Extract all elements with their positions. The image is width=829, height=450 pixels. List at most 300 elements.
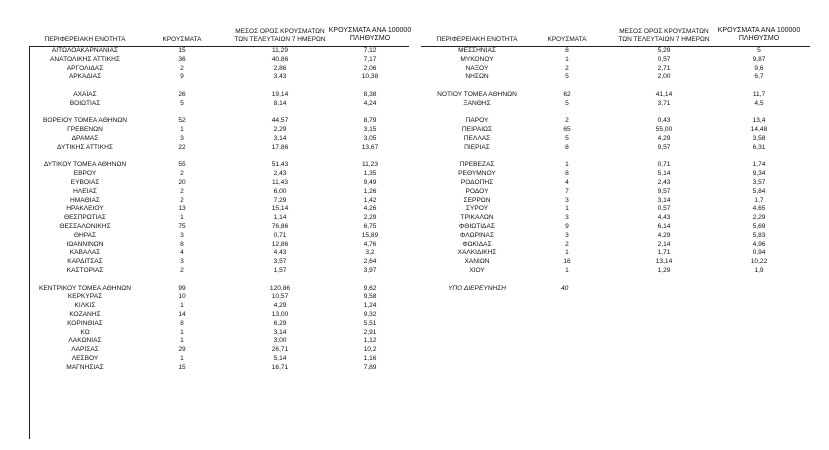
table-row	[29, 311, 409, 320]
table-row	[29, 293, 409, 302]
per100k-cell: 1,7	[754, 196, 764, 204]
cases-cell: 5	[565, 134, 569, 142]
cases-cell: 2	[180, 64, 184, 72]
spacer-row	[421, 276, 810, 285]
header-region: ΠΕΡΙΦΕΡΕΙΑΚΗ ΕΝΟΤΗΤΑ	[44, 35, 126, 43]
avg-cell: 7,29	[273, 196, 287, 204]
cases-cell: 1	[180, 328, 184, 336]
table-row	[29, 47, 409, 56]
region-cell: ΝΟΤΙΟΥ ΤΟΜΕΑ ΑΘΗΝΩΝ	[437, 90, 517, 98]
table-row	[421, 232, 810, 241]
cases-cell: 3	[180, 231, 184, 239]
region-cell: ΞΑΝΘΗΣ	[463, 99, 491, 107]
per100k-cell: 5,51	[363, 319, 377, 327]
table-row	[29, 214, 409, 223]
spacer-row	[421, 109, 810, 118]
per100k-cell: 1,9	[754, 266, 764, 274]
avg-cell: 51,43	[271, 161, 289, 169]
avg-cell: 76,86	[271, 222, 289, 230]
table-row	[29, 100, 409, 109]
avg-cell: 3,43	[273, 73, 287, 81]
avg-cell: 10,57	[271, 293, 289, 301]
table-row	[29, 364, 409, 373]
table-row	[29, 91, 409, 100]
per100k-cell: 3,57	[752, 178, 766, 186]
spacer-row	[29, 109, 409, 118]
per100k-cell: 3,2	[365, 249, 375, 257]
cases-cell: 16	[563, 258, 571, 266]
avg-cell: 0,57	[657, 205, 671, 213]
per100k-cell: 1,35	[363, 170, 377, 178]
avg-cell: 2,14	[657, 240, 671, 248]
avg-cell: 2,29	[273, 126, 287, 134]
header-region: ΠΕΡΙΦΕΡΕΙΑΚΗ ΕΝΟΤΗΤΑ	[436, 35, 518, 43]
cases-cell: 5	[180, 99, 184, 107]
region-cell: ΧΙΟΥ	[469, 266, 485, 274]
table-row	[29, 337, 409, 346]
avg-cell: 0,71	[273, 231, 287, 239]
cases-cell: 1	[180, 214, 184, 222]
table-row	[421, 214, 810, 223]
region-cell: ΘΗΡΑΣ	[73, 231, 97, 239]
region-cell: ΚΑΡΔΙΤΣΑΣ	[67, 258, 103, 266]
region-cell: ΕΒΡΟΥ	[73, 170, 97, 178]
region-cell: ΝΑΞΟΥ	[465, 64, 489, 72]
table-row	[29, 170, 409, 179]
left-table-header	[29, 22, 412, 47]
per100k-cell: 8,79	[363, 117, 377, 125]
spacer-row	[29, 276, 409, 285]
avg-cell: 13,00	[271, 310, 289, 318]
table-row	[29, 135, 409, 144]
per100k-cell: 1,12	[363, 337, 377, 345]
per100k-cell: 1,74	[752, 161, 766, 169]
per100k-cell: 2,06	[363, 64, 377, 72]
per100k-cell: 10,22	[750, 258, 768, 266]
avg-cell: 15,14	[271, 205, 289, 213]
spacer-row	[421, 82, 810, 91]
region-cell: ΛΕΣΒΟΥ	[71, 354, 99, 362]
region-cell: ΚΟΡΙΝΘΙΑΣ	[67, 319, 103, 327]
avg-cell: 9,57	[657, 143, 671, 151]
region-cell: ΤΡΙΚΑΛΩΝ	[460, 214, 494, 222]
cases-cell: 14	[178, 310, 186, 318]
cases-cell: 8	[565, 47, 569, 54]
per100k-cell: 9,32	[363, 310, 377, 318]
avg-cell: 3,71	[657, 99, 671, 107]
avg-cell: 1,29	[657, 266, 671, 274]
per100k-cell: 9,34	[752, 170, 766, 178]
avg-cell: 9,57	[657, 187, 671, 195]
cases-cell: 1	[565, 249, 569, 257]
region-cell: ΥΠΟ ΔΙΕΡΕΥΝΗΣΗ	[448, 284, 506, 292]
right-table-header	[421, 22, 810, 47]
cases-cell: 2	[565, 240, 569, 248]
cases-cell: 5	[565, 99, 569, 107]
table-row	[29, 302, 409, 311]
avg-cell: 6,00	[273, 187, 287, 195]
per100k-cell: 0,94	[752, 249, 766, 257]
region-cell: ΣΕΡΡΩΝ	[463, 196, 491, 204]
spacer-row	[421, 153, 810, 162]
table-row	[29, 329, 409, 338]
avg-cell: 1,71	[657, 249, 671, 257]
avg-cell: 4,29	[657, 134, 671, 142]
cases-cell: 15	[178, 47, 186, 54]
per100k-cell: 4,96	[752, 240, 766, 248]
table-row	[421, 135, 810, 144]
avg-cell: 5,14	[657, 170, 671, 178]
per100k-cell: 2,29	[363, 214, 377, 222]
region-cell: ΔΥΤΙΚΗΣ ΑΤΤΙΚΗΣ	[57, 143, 113, 151]
region-cell: ΚΕΝΤΡΙΚΟΥ ΤΟΜΕΑ ΑΘΗΝΩΝ	[39, 284, 131, 292]
table-row	[29, 144, 409, 153]
per100k-cell: 3,05	[363, 134, 377, 142]
cases-cell: 3	[180, 258, 184, 266]
region-cell: ΑΝΑΤΟΛΙΚΗΣ ΑΤΤΙΚΗΣ	[50, 55, 120, 63]
region-cell: ΗΛΕΙΑΣ	[73, 187, 97, 195]
table-row	[421, 241, 810, 250]
per100k-cell: 3,15	[363, 126, 377, 134]
cases-cell: 26	[178, 90, 186, 98]
cases-cell: 1	[180, 126, 184, 134]
cases-cell: 75	[178, 222, 186, 230]
avg-cell: 4,29	[273, 302, 287, 310]
table-row	[29, 161, 409, 170]
per100k-cell: 9,87	[752, 55, 766, 63]
avg-cell: 11,29	[271, 47, 288, 54]
cases-cell: 1	[565, 161, 569, 169]
per100k-cell: 1,26	[363, 187, 377, 195]
region-cell: ΠΙΕΡΙΑΣ	[464, 143, 490, 151]
avg-cell: 16,71	[271, 363, 289, 371]
region-cell: ΛΑΡΙΣΑΣ	[71, 346, 99, 354]
avg-cell: 3,14	[273, 134, 287, 142]
region-cell: ΒΟΡΕΙΟΥ ΤΟΜΕΑ ΑΘΗΝΩΝ	[42, 117, 128, 125]
region-cell: ΑΡΓΟΛΙΔΑΣ	[66, 64, 104, 72]
cases-cell: 5	[565, 73, 569, 81]
cases-cell: 55	[178, 161, 186, 169]
table-row	[29, 232, 409, 241]
region-cell: ΙΩΑΝΝΙΝΩΝ	[66, 240, 104, 248]
per100k-cell: 2,29	[752, 214, 766, 222]
per100k-cell: 11,23	[361, 161, 378, 169]
cases-cell: 9	[565, 222, 569, 230]
cases-cell: 3	[180, 134, 184, 142]
avg-cell: 0,71	[657, 161, 671, 169]
table-row	[29, 73, 409, 82]
avg-cell: 12,86	[271, 240, 289, 248]
cases-cell: 13	[178, 205, 186, 213]
cases-cell: 99	[178, 284, 186, 292]
table-row	[421, 197, 810, 206]
avg-cell: 2,43	[273, 170, 287, 178]
avg-cell: 3,14	[657, 196, 671, 204]
cases-cell: 4	[565, 178, 569, 186]
avg-cell: 17,86	[271, 143, 289, 151]
right-table-body	[421, 47, 810, 293]
avg-cell: 41,14	[655, 90, 673, 98]
region-cell: ΓΡΕΒΕΝΩΝ	[67, 126, 103, 134]
avg-cell: 2,00	[657, 73, 671, 81]
table-row	[421, 56, 810, 65]
table-row	[29, 258, 409, 267]
avg-cell: 13,14	[655, 258, 673, 266]
avg-cell: 55,00	[655, 126, 673, 134]
per100k-cell: 8,38	[363, 90, 377, 98]
cases-cell: 2	[565, 64, 569, 72]
region-cell: ΦΛΩΡΙΝΑΣ	[459, 231, 495, 239]
per100k-cell: 1,42	[363, 196, 377, 204]
region-cell: ΚΟΖΑΝΗΣ	[69, 310, 101, 318]
per100k-cell: 2,91	[363, 328, 377, 336]
per100k-cell: 4,26	[363, 205, 377, 213]
cases-cell: 3	[565, 196, 569, 204]
table-row	[29, 205, 409, 214]
per100k-cell: 7,12	[363, 47, 377, 54]
region-cell: ΑΡΚΑΔΙΑΣ	[68, 73, 102, 81]
region-cell: ΡΟΔΟΥ	[465, 187, 489, 195]
cases-cell: 15	[178, 363, 186, 371]
left-table-border	[29, 47, 30, 439]
avg-cell: 6,14	[657, 222, 671, 230]
region-cell: ΔΡΑΜΑΣ	[71, 134, 99, 142]
per100k-cell: 3,58	[752, 134, 766, 142]
region-cell: ΑΙΤΩΛΟΑΚΑΡΝΑΝΙΑΣ	[51, 47, 119, 54]
region-cell: ΗΡΑΚΛΕΙΟΥ	[66, 205, 104, 213]
cases-cell: 4	[180, 249, 184, 257]
avg-cell: 2,71	[657, 64, 671, 72]
cases-cell: 1	[565, 266, 569, 274]
avg-cell: 1,14	[273, 214, 287, 222]
avg-cell: 5,29	[657, 47, 671, 54]
cases-cell: 3	[565, 231, 569, 239]
per100k-cell: 1,24	[363, 302, 377, 310]
region-cell: ΜΕΣΣΗΝΙΑΣ	[458, 47, 496, 54]
region-cell: ΘΕΣΠΡΩΤΙΑΣ	[63, 214, 107, 222]
cases-cell: 2	[180, 170, 184, 178]
region-cell: ΦΩΚΙΔΑΣ	[462, 240, 492, 248]
table-row	[421, 65, 810, 74]
cases-cell: 65	[563, 126, 571, 134]
table-row	[29, 320, 409, 329]
per100k-cell: 5,69	[752, 222, 766, 230]
table-row	[29, 179, 409, 188]
header-avg: ΜΕΣΟΣ ΟΡΟΣ ΚΡΟΥΣΜΑΤΩΝ ΤΩΝ ΤΕΛΕΥΤΑΙΩΝ 7 ΗΜΕΡΩΝ	[234, 28, 326, 43]
table-row	[421, 126, 810, 135]
avg-cell: 4,43	[657, 214, 671, 222]
table-row	[29, 355, 409, 364]
region-cell: ΚΕΡΚΥΡΑΣ	[67, 293, 103, 301]
cases-cell: 7	[565, 187, 569, 195]
header-per100k: ΚΡΟΥΣΜΑΤΑ ΑΝΑ 100000 ΠΛΗΘΥΣΜΟ	[717, 26, 801, 42]
per100k-cell: 6,7	[754, 73, 764, 81]
region-cell: ΠΡΕΒΕΖΑΣ	[459, 161, 495, 169]
per100k-cell: 13,67	[361, 143, 379, 151]
cases-cell: 20	[178, 178, 186, 186]
table-row	[29, 117, 409, 126]
table-row	[421, 249, 810, 258]
region-cell: ΚΙΛΚΙΣ	[74, 302, 96, 310]
header-per100k: ΚΡΟΥΣΜΑΤΑ ΑΝΑ 100000 ΠΛΗΘΥΣΜΟ	[328, 26, 412, 42]
cases-cell: 10	[178, 293, 186, 301]
table-row	[421, 267, 810, 276]
avg-cell: 0,43	[657, 117, 671, 125]
cases-cell: 62	[563, 90, 571, 98]
per100k-cell: 9,58	[363, 293, 377, 301]
per100k-cell: 13,4	[752, 117, 766, 125]
cases-cell: 1	[565, 205, 569, 213]
per100k-cell: 14,48	[750, 126, 768, 134]
per100k-cell: 11,7	[752, 90, 766, 98]
avg-cell: 19,14	[271, 90, 289, 98]
region-cell: ΛΑΚΩΝΙΑΣ	[68, 337, 102, 345]
header-avg: ΜΕΣΟΣ ΟΡΟΣ ΚΡΟΥΣΜΑΤΩΝ ΤΩΝ ΤΕΛΕΥΤΑΙΩΝ 7 ΗΜΕΡΩΝ	[618, 28, 710, 43]
per100k-cell: 9,6	[754, 64, 764, 72]
table-row	[29, 188, 409, 197]
per100k-cell: 7,89	[363, 363, 377, 371]
per100k-cell: 5,83	[752, 231, 766, 239]
per100k-cell: 9,49	[363, 178, 377, 186]
avg-cell: 4,43	[273, 249, 287, 257]
cases-cell: 2	[180, 266, 184, 274]
table-row	[421, 91, 810, 100]
cases-cell: 2	[565, 117, 569, 125]
table-row	[421, 73, 810, 82]
region-cell: ΠΑΡΟΥ	[465, 117, 489, 125]
per100k-cell: 7,17	[363, 55, 377, 63]
per100k-cell: 10,2	[363, 346, 377, 354]
avg-cell: 44,57	[271, 117, 289, 125]
cases-cell: 29	[178, 346, 186, 354]
table-row	[421, 285, 810, 294]
cases-cell: 1	[565, 55, 569, 63]
cases-cell: 8	[565, 143, 569, 151]
table-row	[421, 47, 810, 56]
table-row	[29, 267, 409, 276]
per100k-cell: 6,31	[752, 143, 766, 151]
table-row	[29, 241, 409, 250]
left-table-body	[29, 47, 409, 372]
per100k-cell: 4,24	[363, 99, 377, 107]
avg-cell: 1,57	[273, 266, 287, 274]
avg-cell: 11,43	[271, 178, 288, 186]
header-cases: ΚΡΟΥΣΜΑΤΑ	[547, 35, 587, 43]
cases-cell: 9	[180, 73, 184, 81]
cases-cell: 8	[565, 170, 569, 178]
table-row	[29, 197, 409, 206]
avg-cell: 26,71	[271, 346, 289, 354]
region-cell: ΚΑΒΑΛΑΣ	[69, 249, 101, 257]
per100k-cell: 6,75	[363, 222, 377, 230]
region-cell: ΡΟΔΟΠΗΣ	[460, 178, 494, 186]
table-row	[421, 205, 810, 214]
per100k-cell: 3,97	[363, 266, 377, 274]
spacer-row	[29, 82, 409, 91]
region-cell: ΝΗΣΩΝ	[465, 73, 489, 81]
cases-cell: 52	[178, 117, 186, 125]
table-row	[29, 56, 409, 65]
region-cell: ΑΧΑΪΑΣ	[73, 90, 97, 98]
region-cell: ΚΩ	[80, 328, 90, 336]
table-row	[29, 285, 409, 294]
region-cell: ΜΥΚΟΝΟΥ	[460, 55, 494, 63]
region-cell: ΔΥΤΙΚΟΥ ΤΟΜΕΑ ΑΘΗΝΩΝ	[43, 161, 127, 169]
region-cell: ΒΟΙΩΤΙΑΣ	[69, 99, 101, 107]
avg-cell: 0,57	[657, 55, 671, 63]
cases-cell: 2	[180, 196, 184, 204]
table-row	[421, 117, 810, 126]
table-row	[421, 258, 810, 267]
region-cell: ΚΑΣΤΟΡΙΑΣ	[66, 266, 104, 274]
table-row	[421, 144, 810, 153]
cases-cell: 40	[561, 284, 569, 292]
avg-cell: 2,86	[273, 64, 287, 72]
table-row	[421, 223, 810, 232]
avg-cell: 3,14	[273, 328, 287, 336]
table-row	[421, 100, 810, 109]
region-cell: ΠΕΙΡΑΙΩΣ	[461, 126, 493, 134]
region-cell: ΠΕΛΛΑΣ	[463, 134, 491, 142]
per100k-cell: 4,76	[363, 240, 377, 248]
table-row	[421, 188, 810, 197]
per100k-cell: 4,65	[752, 205, 766, 213]
table-row	[29, 223, 409, 232]
header-cases: ΚΡΟΥΣΜΑΤΑ	[162, 35, 202, 43]
avg-cell: 6,29	[273, 319, 287, 327]
per100k-cell: 4,5	[754, 99, 764, 107]
cases-cell: 8	[180, 319, 184, 327]
cases-cell: 1	[180, 302, 184, 310]
per100k-cell: 5	[757, 47, 761, 54]
cases-cell: 1	[180, 337, 184, 345]
cases-cell: 2	[180, 187, 184, 195]
table-row	[29, 249, 409, 258]
region-cell: ΧΑΛΚΙΔΙΚΗΣ	[457, 249, 497, 257]
avg-cell: 3,57	[273, 258, 287, 266]
cases-cell: 8	[180, 240, 184, 248]
avg-cell: 8,14	[273, 99, 287, 107]
per100k-cell: 10,38	[361, 73, 379, 81]
avg-cell: 3,00	[273, 337, 287, 345]
region-cell: ΜΑΓΝΗΣΙΑΣ	[66, 363, 104, 371]
avg-cell: 40,86	[271, 55, 289, 63]
region-cell: ΡΕΘΥΜΝΟΥ	[458, 170, 496, 178]
table-row	[29, 346, 409, 355]
per100k-cell: 1,16	[363, 354, 377, 362]
region-cell: ΘΕΣΣΑΛΟΝΙΚΗΣ	[59, 222, 111, 230]
table-row	[421, 170, 810, 179]
avg-cell: 4,29	[657, 231, 671, 239]
table-row	[421, 179, 810, 188]
table-row	[421, 161, 810, 170]
cases-cell: 3	[565, 214, 569, 222]
cases-cell: 1	[180, 354, 184, 362]
cases-cell: 36	[178, 55, 186, 63]
region-cell: ΧΑΝΙΩΝ	[464, 258, 490, 266]
region-cell: ΗΜΑΘΙΑΣ	[70, 196, 100, 204]
table-row	[29, 126, 409, 135]
region-cell: ΣΥΡΟΥ	[465, 205, 489, 213]
avg-cell: 5,14	[273, 354, 287, 362]
per100k-cell: 2,64	[363, 258, 377, 266]
region-cell: ΦΘΙΩΤΙΔΑΣ	[459, 222, 495, 230]
per100k-cell: 15,89	[361, 231, 379, 239]
spacer-row	[29, 153, 409, 162]
per100k-cell: 9,62	[363, 284, 377, 292]
cases-cell: 22	[178, 143, 186, 151]
table-row	[29, 65, 409, 74]
